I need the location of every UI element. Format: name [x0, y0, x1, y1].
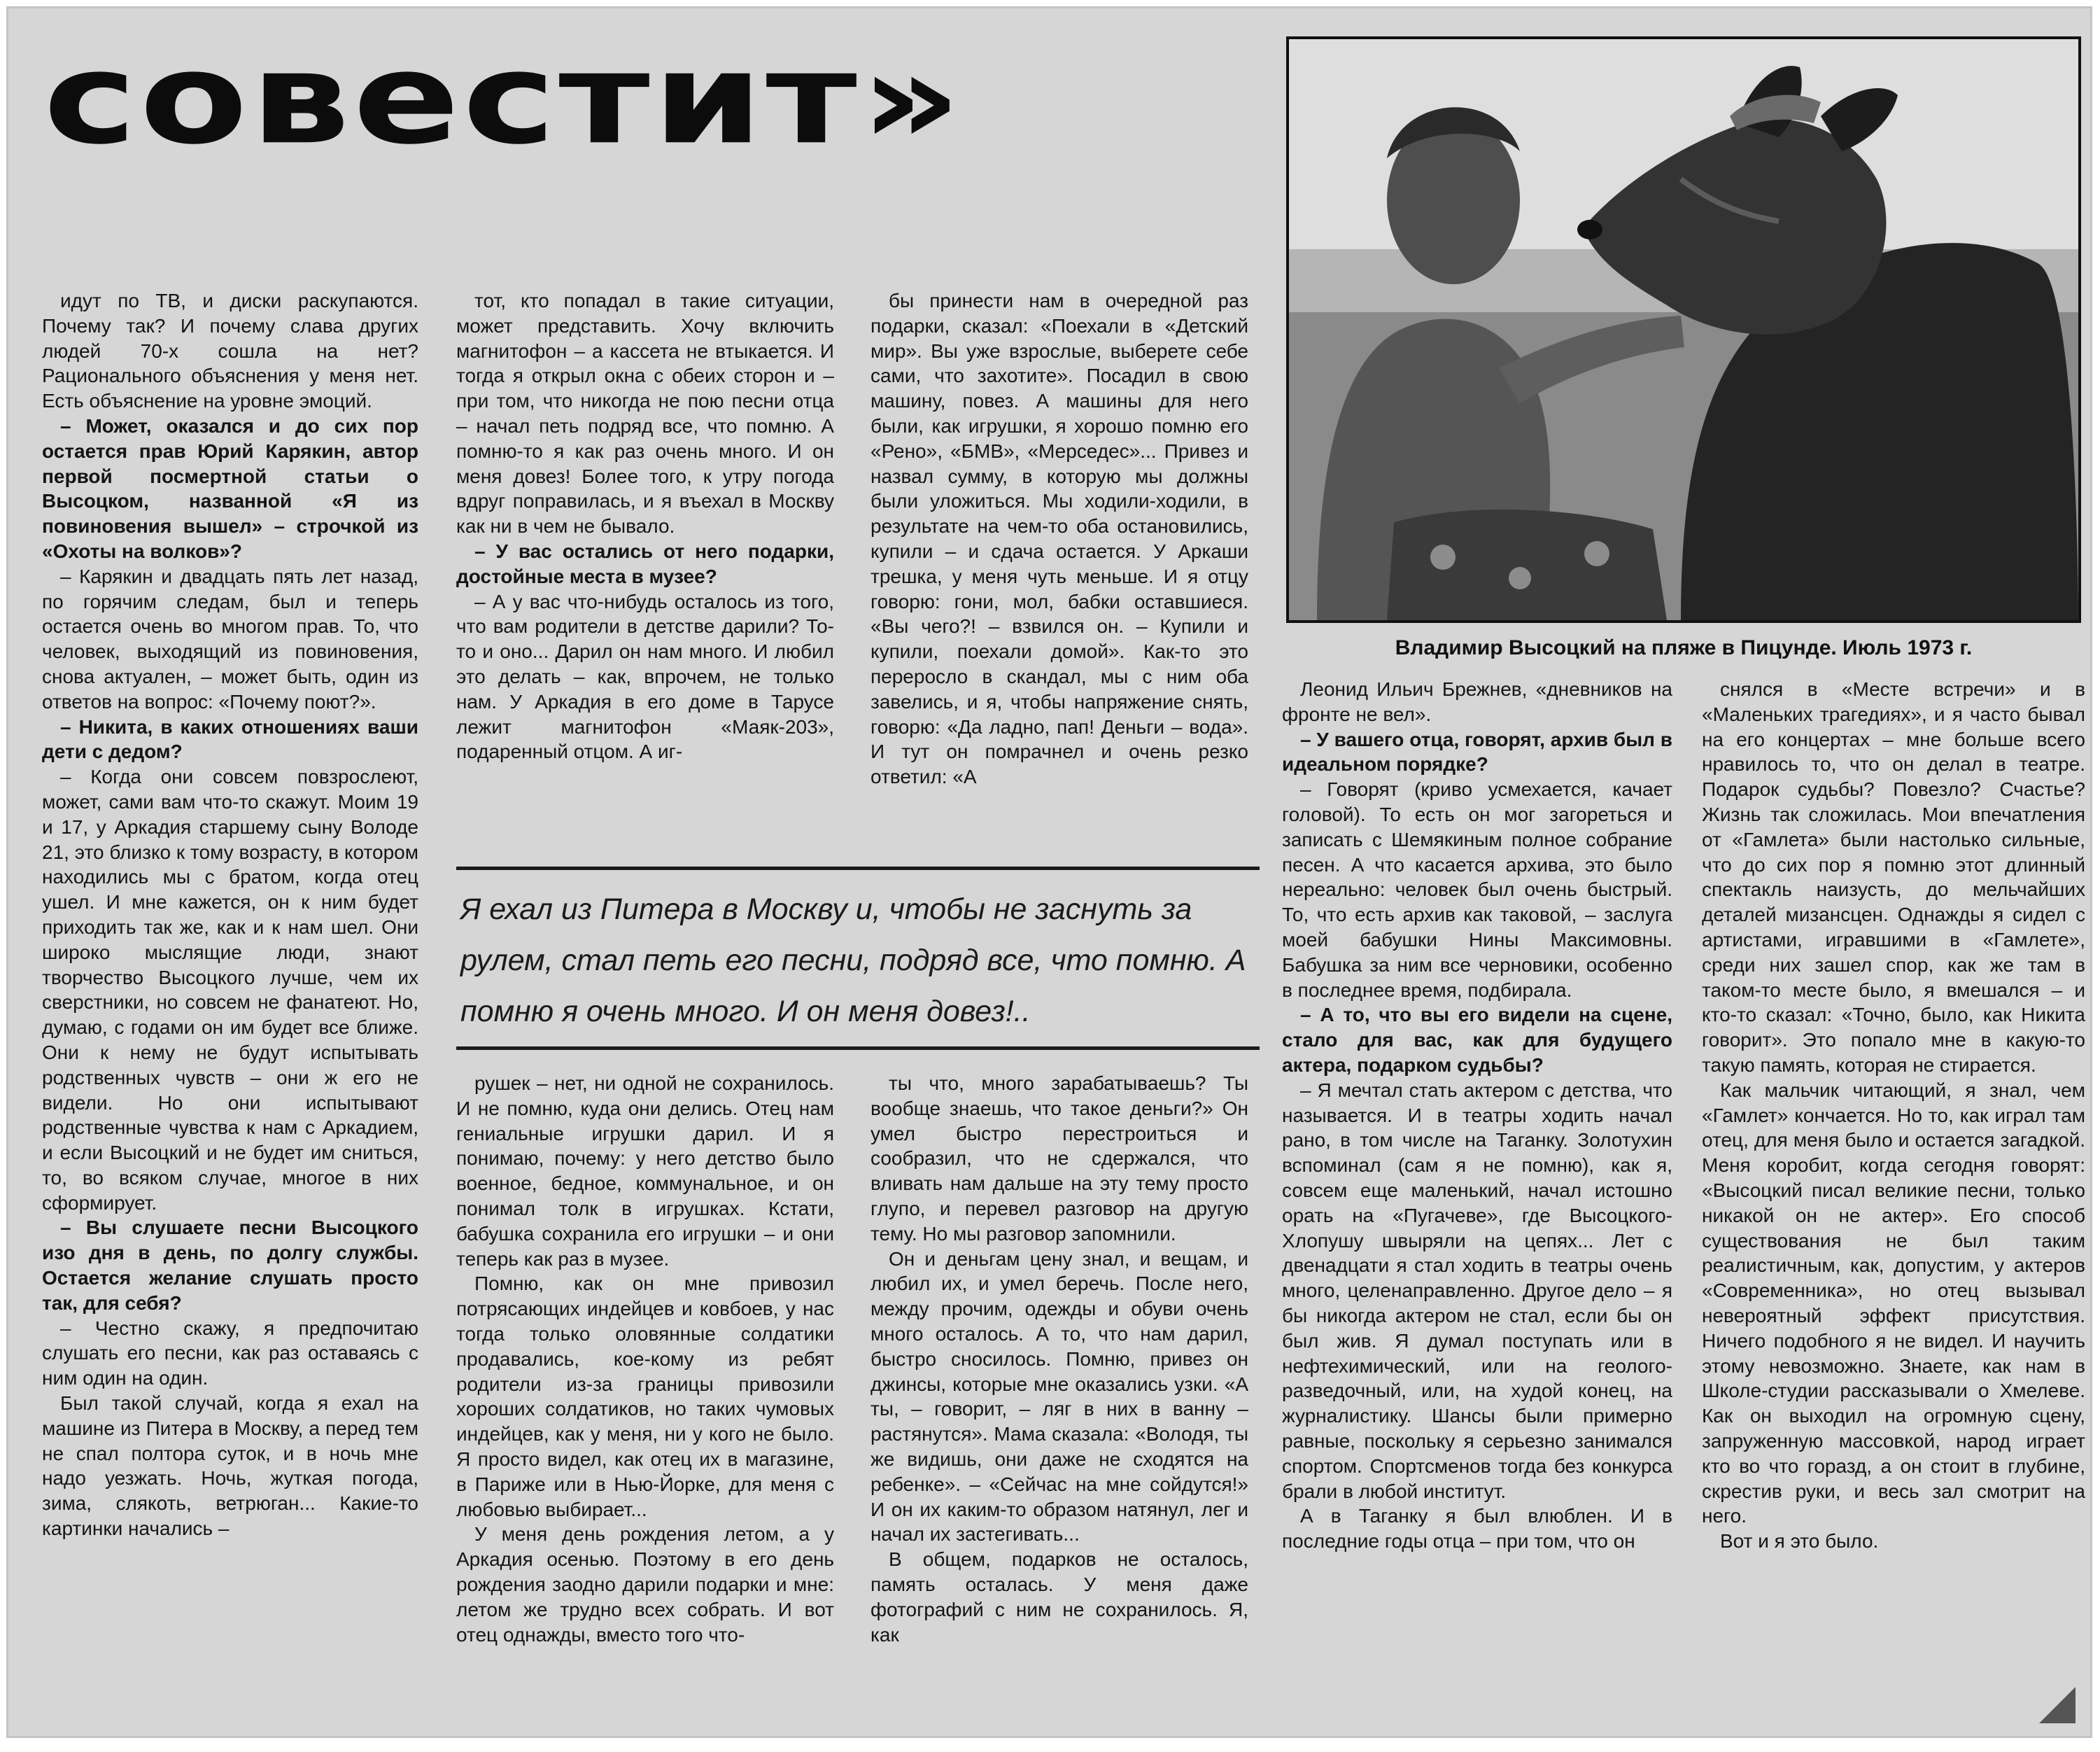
article-paragraph: А в Таганку я был влюблен. И в последние годы отца – при том, что он	[1282, 1505, 1672, 1553]
article-column-1	[42, 288, 418, 1723]
article-paragraph: Он и деньгам цену знал, и вещам, и любил их, и умел беречь. После него, между прочим, одежды и обуви очень много осталось. А то, что нам дарил, быстро сносилось. Помню, привез он джинсы, которые мне оказались узки. «А ты, – говорит, – ляг в них в ванну – растянутся». Мама сказала: «Володя, ты же видишь, они даже не сходятся на ребенке». – «Сейчас на мне сойдутся!» И он их каким-то образом натянул, лег и начал их застегивать...	[871, 1247, 1248, 1546]
article-column-5	[1702, 677, 2085, 1727]
newspaper-clipping	[8, 8, 2090, 1736]
article-paragraph: Вот и я это было.	[1720, 1530, 1879, 1553]
article-paragraph: снялся в «Месте встречи» и в «Маленьких трагедиях», и я часто бывал на его концертах – мне больше всего нравилось то, что он делал в театре. Подарок судьбы? Повезло? Счастье? Жизнь так сложилась. Мои впечатления от «Гамлета» были настолько сильные, что до сих пор я помню этот длинный спектакль наизусть, до мельчайших деталей мизансцен. Однажды я сидел с артистами, игравшими в «Гамлете», среди них зашел спор, как же там в таком-то месте было, я вмешался – и кто-то сказал: «Точно, было, как Никита говорит». Это попало мне в какую-то такую память, которая не стирается.	[1702, 678, 2085, 1076]
article-paragraph: Как мальчик читающий, я знал, чем «Гамлет» кончается. Но то, как играл там отец, для меня было и остается загадкой. Меня коробит, когда сегодня говорят: «Высоцкий писал великие песни, только никакой он не актер». Его способ существования не был таким реалистичным, как, допустим, у актеров «Современника», но отец вызывал невероятный эффект присутствия. Ничего подобного я не видел. И научить этому невозможно. Знаете, как нам в Школе-студии рассказывали о Хмелеве. Как он выходил на огромную сцену, запруженную массовкой, народ играет кто во что горазд, а он стоит в глубине, скрестив руки, и весь зал смотрит на него.	[1702, 1079, 2085, 1527]
interview-question: – А то, что вы его видели на сцене, стало для вас, как для будущего актера, подарком судьбы?	[1282, 1004, 1672, 1076]
article-paragraph: бы принести нам в очередной раз подарки, сказал: «Поехали в «Детский мир». Вы уже взрослые, выберете себе сами, что захотите». Посадил в свою машину, повез. А машины для него были, как игрушки, я хорошо помню его «Рено», «БМВ», «Мерседес»... Привез и назвал сумму, в которую мы должны были уложиться. Мы ходили-ходили, в результате на чем-то оба остановились, купили – и сдача остается. У Аркаши трешка, у меня чуть меньше. И я отцу говорю: гони, мол, бабки оставшиеся. «Вы чего?! – взвился он. – Купили и купили, поехали домой». Как-то это переросло в скандал, мы с ним оба завелись, и я, чтобы напряжение снять, говорю: «Да ладно, пап! Деньги – вода». И тут он помрачнел и очень резко ответил: «А	[871, 290, 1248, 788]
article-paragraph: В общем, подарков не осталось, память осталась. У меня даже фотографий с ним не сохранилось. Я, как	[871, 1548, 1248, 1646]
headline: совестит»	[43, 25, 965, 173]
article-paragraph: – Карякин и двадцать пять лет назад, по горячим следам, был и теперь остается очень во многом прав. То, что человек, выходящий из повиновения, снова актуален, – может быть, один из ответов на вопрос: «Почему поют?».	[42, 565, 418, 713]
interview-question: – Никита, в каких отношениях ваши дети с дедом?	[42, 715, 418, 763]
interview-question: – Вы слушаете песни Высоцкого изо дня в день, по долгу службы. Остается желание слушать просто так, для себя?	[42, 1217, 418, 1314]
end-triangle-icon	[2039, 1687, 2076, 1723]
pull-quote: Я ехал из Питера в Москву и, чтобы не заснуть за рулем, стал петь его песни, подряд все, что помню. А помню я очень много. И он меня довез!..	[456, 867, 1260, 1050]
interview-question: – У вас остались от него подарки, достойные места в музее?	[456, 540, 834, 587]
article-paragraph: Леонид Ильич Брежнев, «дневников на фронте не вел».	[1282, 678, 1672, 725]
article-paragraph: – А у вас что-нибудь осталось из того, что вам родители в детстве дарили? То-то и оно... Дарил он нам много. И любил это делать – как, впрочем, не только нам. У Аркадия в его доме в Тарусе лежит магнитофон «Маяк-203», подаренный отцом. А иг-	[456, 590, 834, 763]
article-paragraph: Был такой случай, когда я ехал на машине из Питера в Москву, а перед тем не спал полтора суток, и в ночь мне надо уезжать. Ночь, жуткая погода, зима, слякоть, ветрюган... Какие-то картинки начались –	[42, 1392, 418, 1540]
article-paragraph: тот, кто попадал в такие ситуации, может представить. Хочу включить магнитофон – а кассета не втыкается. И тогда я открыл окна с обеих сторон и – при том, что никогда не пою песни отца – начал петь подряд все, что помню. А помню-то я как раз очень много. И он меня довез! Более того, к утру погода вдруг поправилась, и я въехал в Москву как ни в чем не бывало.	[456, 290, 834, 538]
article-paragraph: рушек – нет, ни одной не сохранилось. И не помню, куда они делись. Отец нам гениальные игрушки дарил. И я понимаю, почему: у него детство было военное, бедное, коммунальное, и он понимал толк в игрушках. Кстати, бабушка сохранила его игрушки – и они теперь как раз в музее.	[456, 1072, 834, 1270]
interview-question: – Может, оказался и до сих пор остается прав Юрий Карякин, автор первой посмертной статьи о Высоцком, названной «Я из повиновения вышел» – строчкой из «Охоты на волков»?	[42, 414, 418, 562]
article-column-2-bottom	[456, 1071, 834, 1725]
photo-man-with-dog	[1286, 36, 2081, 623]
article-paragraph: – Честно скажу, я предпочитаю слушать его песни, как раз оставаясь с ним один на один.	[42, 1317, 418, 1389]
article-paragraph: У меня день рождения летом, а у Аркадия осенью. Поэтому в его день рождения заодно дарили подарки и мне: летом же трудно всех собрать. И вот отец однажды, вместо того что-	[456, 1523, 834, 1646]
article-column-3-top	[871, 288, 1248, 848]
article-column-2-top	[456, 288, 834, 848]
photo-illustration-icon	[1289, 39, 2078, 620]
photo-caption: Владимир Высоцкий на пляже в Пицунде. Июль 1973 г.	[1395, 636, 1973, 659]
article-paragraph: – Я мечтал стать актером с детства, что называется. И в театры ходить начал рано, в том числе на Таганку. Золотухин вспоминал (сам я не помню), как я, совсем еще маленький, начал истошно орать на «Пугачеве», где Высоцкого-Хлопушу швыряли на цепях... Лет с двенадцати я стал ходить в театры очень много, целенаправленно. Другое дело – я бы никогда актером не стал, если бы он был жив. Я думал поступать или в нефтехимический, или на геолого-разведочный, или, на худой конец, на журналистику. Шансы были примерно равные, поскольку я серьезно занимался спортом. Спортсменов тогда без конкурса брали в любой институт.	[1282, 1079, 1672, 1502]
article-paragraph: ты что, много зарабатываешь? Ты вообще знаешь, что такое деньги?» Он умел быстро перестроиться и сообразил, что не сдержался, что вливать нам дальше на эту тему просто глупо, и перевел разговор на другую тему. Но мы разговор запомнили.	[871, 1072, 1248, 1245]
article-column-3-bottom	[871, 1071, 1248, 1725]
article-paragraph: – Когда они совсем повзрослеют, может, сами вам что-то скажут. Моим 19 и 17, у Аркадия старшему сыну Володе 21, это близко к тому возрасту, в котором находились мы с братом, когда отец ушел. И мне кажется, он к ним будет приходить так же, как и к нам шел. Они широко мыслящие люди, знают творчество Высоцкого лучше, чем их сверстники, но совсем не фанатеют. Но, думаю, с годами он им будет все ближе. Они к нему не будут испытывать родственных чувств – они ж его не видели. Но они испытывают родственные чувства к нам с Аркадием, и если Высоцкий и не будет им сниться, то, во всяком случае, многое в них сформирует.	[42, 766, 418, 1214]
article-column-4	[1282, 677, 1672, 1727]
article-paragraph: Помню, как он мне привозил потрясающих индейцев и ковбоев, у нас тогда только оловянные солдатики продавались, кое-кому из ребят родители из-за границы привозили хороших солдатиков, но таких чумовых индейцев, как у меня, ни у кого не было. Я просто видел, как отец их в магазине, в Париже или в Нью-Йорке, для меня с любовью выбирает...	[456, 1273, 834, 1520]
article-paragraph: – Говорят (криво усмехается, качает головой). То есть он мог загореться и записать с Шемякиным полное собрание песен. А что касается архива, это было нереально: человек был очень быстрый. То, что есть архив как таковой, – заслуга моей бабушки Нины Максимовны. Бабушка за ним все черновики, особенно в последнее время, подбирала.	[1282, 778, 1672, 1001]
interview-question: – У вашего отца, говорят, архив был в идеальном порядке?	[1282, 728, 1672, 776]
article-paragraph: идут по ТВ, и диски раскупаются. Почему так? И почему слава других людей 70-х сошла на нет? Рационального объяснения у меня нет. Есть объяснение на уровне эмоций.	[42, 290, 418, 412]
